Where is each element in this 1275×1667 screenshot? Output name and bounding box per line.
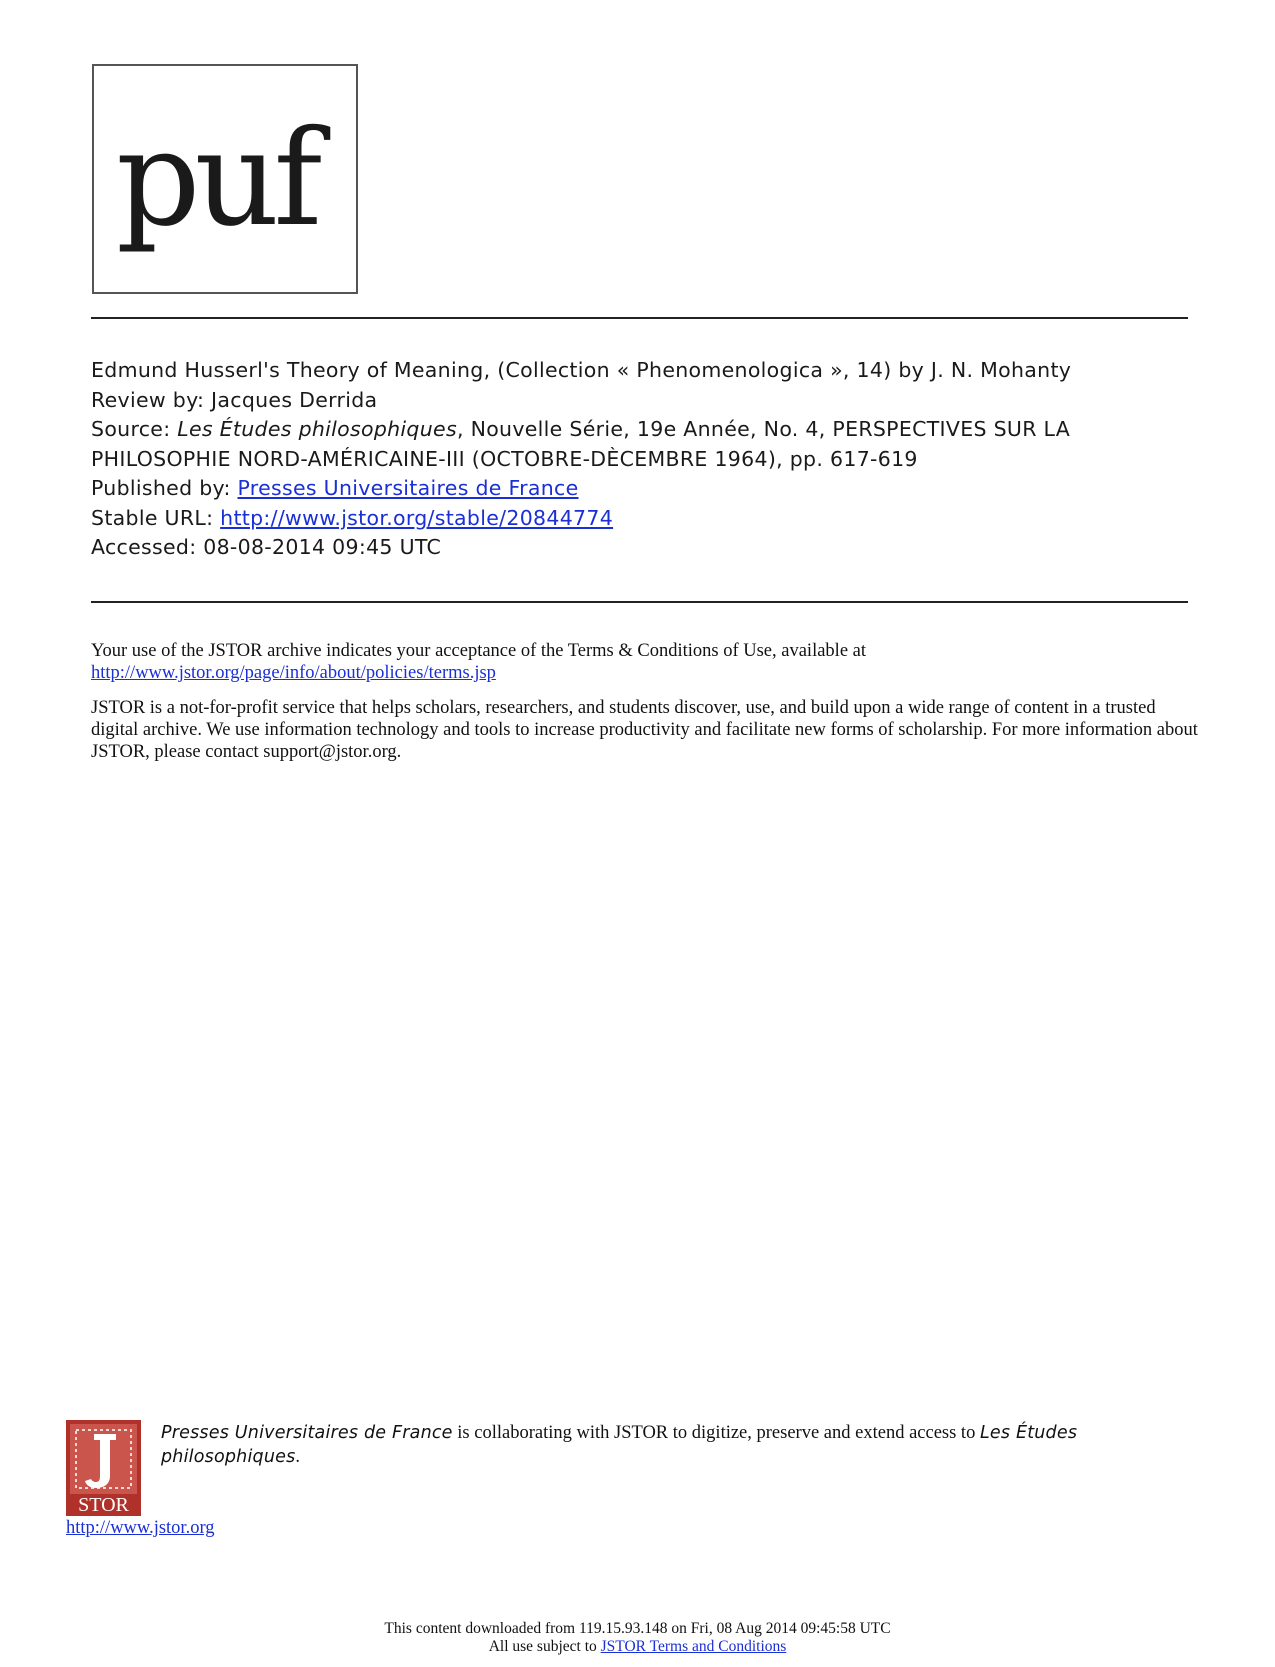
jstor-home-link[interactable]: http://www.jstor.org [66, 1518, 215, 1538]
collaboration-note [161, 1421, 1121, 1469]
accessed-line [91, 533, 1201, 563]
stable-url-label: Stable URL: [91, 505, 221, 530]
terms-notice [91, 640, 1201, 684]
terms-block [91, 640, 1201, 763]
publisher-link[interactable]: Presses Universitaires de France [237, 476, 579, 500]
accessed-date: 08-08-2014 09:45 UTC [203, 535, 442, 559]
puf-logo-text: puf [116, 102, 317, 256]
stable-url-link[interactable]: http://www.jstor.org/stable/20844774 [220, 505, 614, 530]
collab-publisher: Presses Universitaires de France [161, 1423, 453, 1443]
citation-block [91, 356, 1201, 563]
collab-text: is collaborating with JSTOR to digitize, preserve and extend access to [452, 1423, 980, 1443]
review-label: Review by: [91, 387, 212, 412]
top-divider [91, 317, 1188, 319]
puf-logo-mark [94, 66, 356, 292]
published-label: Published by: [91, 476, 238, 500]
bottom-divider [91, 601, 1188, 603]
accessed-label: Accessed: [91, 535, 204, 559]
jstor-description: JSTOR is a not-for-profit service that helps scholars, researchers, and students discover, use, and build upon a wide range of content in a trusted digital archive. We use information technology and tools to increase productivity and facilitate new forms of scholarship. For more information about JSTOR, please contact support@jstor.org. [91, 698, 1198, 762]
collab-journal: Les Études philosophiques [161, 1423, 1078, 1467]
jstor-terms-link[interactable]: JSTOR Terms and Conditions [600, 1638, 787, 1655]
published-line [91, 474, 1201, 504]
article-title: Edmund Husserl's Theory of Meaning, (Collection « Phenomenologica », 14) by J. N. Mohanty [91, 358, 1072, 382]
collab-period: . [295, 1447, 301, 1467]
reviewer-name: Jacques Derrida [211, 387, 378, 412]
publisher-logo [92, 64, 358, 294]
terms-link[interactable]: http://www.jstor.org/page/info/about/policies/terms.jsp [91, 663, 496, 683]
jstor-logo[interactable] [66, 1420, 141, 1516]
terms-notice-text: Your use of the JSTOR archive indicates your acceptance of the Terms & Conditions of Use, available at [91, 641, 867, 661]
download-info: This content downloaded from 119.15.93.148 on Fri, 08 Aug 2014 09:45:58 UTC [384, 1620, 891, 1637]
usage-line [0, 1638, 1275, 1656]
jstor-logo-text: STOR [78, 1494, 129, 1516]
journal-title: Les Études philosophiques [177, 417, 457, 441]
usage-prefix: All use subject to [488, 1638, 601, 1655]
review-line [91, 386, 1201, 416]
source-label: Source: [91, 417, 178, 441]
source-line [91, 415, 1201, 445]
source-line-2: PHILOSOPHIE NORD-AMÉRICAINE-III (OCTOBRE-DÈCEMBRE 1964), pp. 617-619 [91, 446, 918, 471]
source-details: , Nouvelle Série, 19e Année, No. 4, PERSPECTIVES SUR LA [456, 417, 1071, 441]
download-footer [0, 1620, 1275, 1656]
stable-url-line [91, 504, 1201, 534]
